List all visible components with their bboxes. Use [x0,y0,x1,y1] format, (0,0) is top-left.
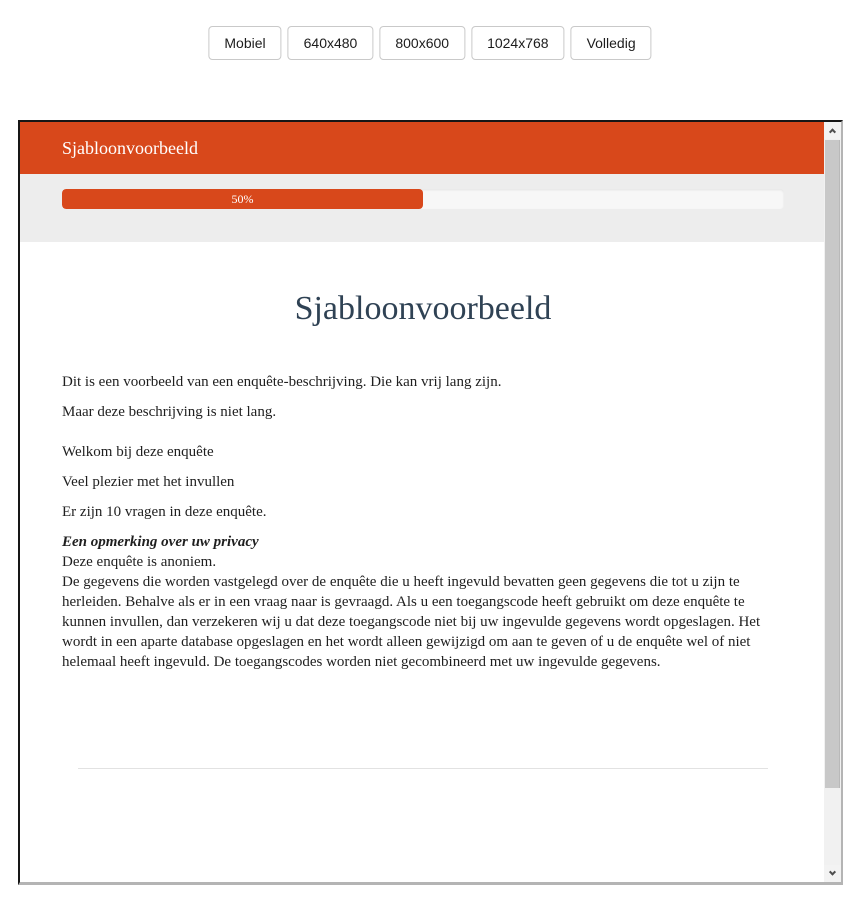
survey-body [20,242,824,882]
survey-preview-frame [18,120,843,885]
survey-header-bar [20,122,824,174]
privacy-body-text: De gegevens die worden vastgelegd over de enquête die u heeft ingevuld bevatten geen gegevens die tot u zijn te herleiden. Behalve als er in een vraag naar is gevraagd. Als u een toegangscode heeft gebruikt om deze enquête te kunnen invullen, dan verzekeren wij u dat deze toegangscode niet bij uw ingevulde gegevens wordt opgeslagen. Het wordt in een aparte database opgeslagen en het wordt alleen gewijzigd om aan te geven of u de enquête wel of niet helemaal heeft ingevuld. De toegangscodes worden niet gecombineerd met uw ingevulde gegevens. [62,574,761,670]
privacy-line-anonymous: Deze enquête is anoniem. [62,554,217,570]
progress-bar-fill [62,189,423,209]
privacy-text [62,552,784,672]
progress-bar-track [62,189,784,209]
survey-description-line-2: Maar deze beschrijving is niet lang. [62,404,277,420]
preview-size-button-640x480[interactable]: 640x480 [288,26,374,60]
preview-scrollbar[interactable] [824,122,841,882]
scrollbar-up-button[interactable] [824,122,841,139]
preview-size-button-800x600[interactable]: 800x600 [379,26,465,60]
progress-percent-label: 50% [231,192,254,206]
preview-size-toolbar [208,26,651,60]
survey-title: Sjabloonvoorbeeld [294,290,552,327]
preview-size-button-volledig[interactable]: Volledig [571,26,652,60]
preview-size-button-mobiel[interactable]: Mobiel [208,26,281,60]
welcome-line-1: Welkom bij deze enquête [62,444,214,460]
survey-description-line-1: Dit is een voorbeeld van een enquête-beschrijving. Die kan vrij lang zijn. [62,374,502,390]
survey-header-title: Sjabloonvoorbeeld [62,138,198,158]
privacy-heading: Een opmerking over uw privacy [62,534,259,550]
scrollbar-thumb[interactable] [825,140,840,788]
content-divider [78,768,768,769]
progress-band [20,174,824,242]
question-count-line: Er zijn 10 vragen in deze enquête. [62,504,267,520]
scrollbar-down-button[interactable] [824,865,841,882]
survey-preview-content [20,122,824,882]
welcome-line-2: Veel plezier met het invullen [62,474,235,490]
chevron-up-icon [829,128,836,135]
chevron-down-icon [829,869,836,876]
preview-size-button-1024x768[interactable]: 1024x768 [471,26,565,60]
